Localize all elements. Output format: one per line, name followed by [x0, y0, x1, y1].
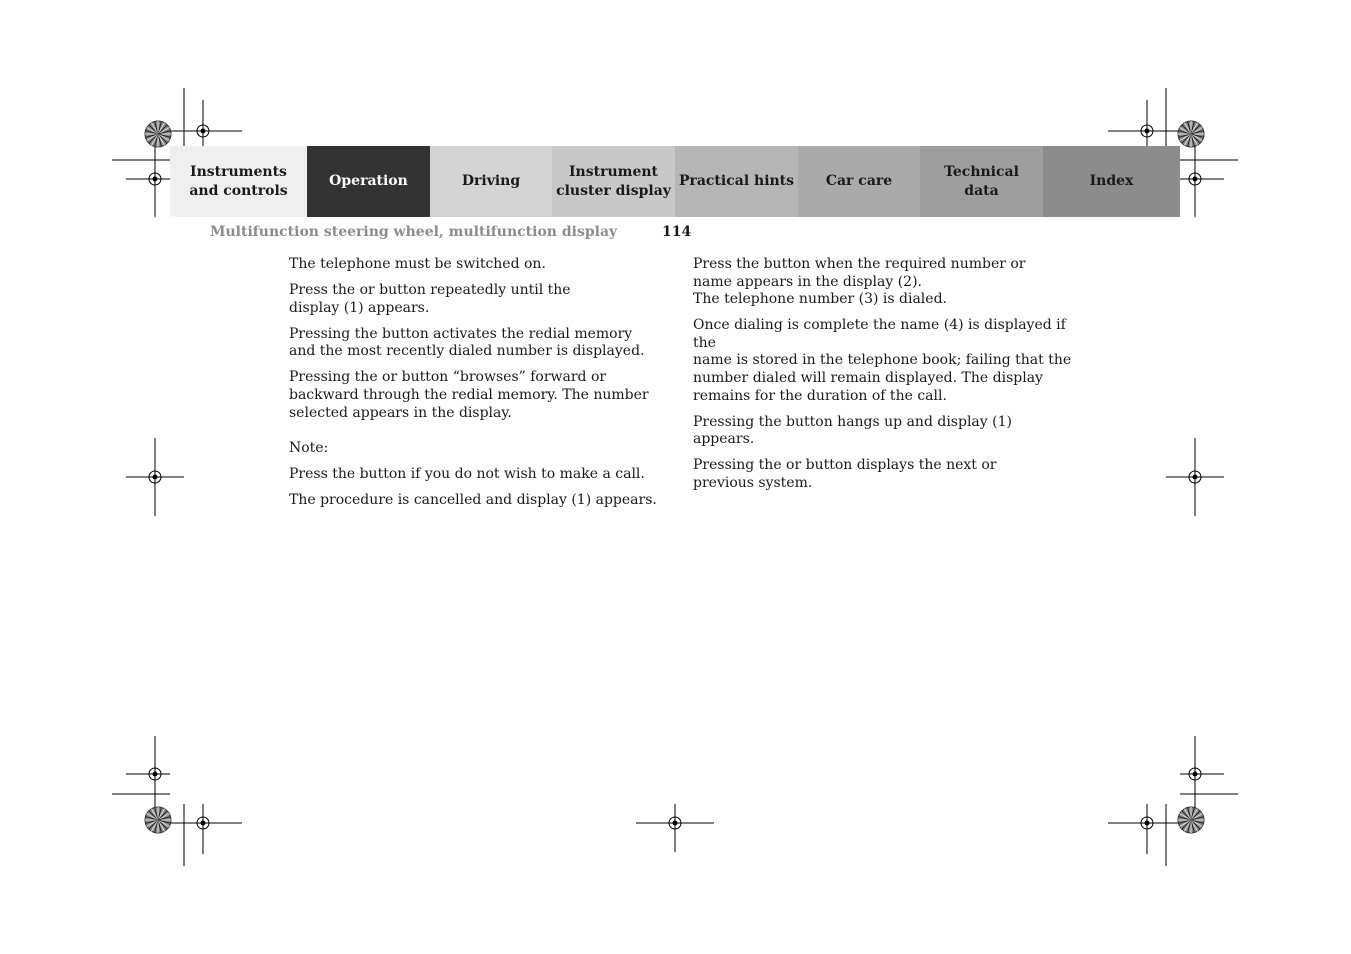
tab-instrument-cluster-display[interactable]: Instrument cluster display [552, 146, 675, 217]
tab-index[interactable]: Index [1043, 146, 1180, 217]
section-tabs [170, 146, 1180, 217]
paragraph: Once dialing is complete the name (4) is displayed if the name is stored in the telephone book; failing that the number dialed will remain displayed. The display remains for the duration of the call. [693, 317, 1072, 404]
paragraph: Press the button when the required number or name appears in the display (2). The telephone number (3) is dialed. [693, 256, 1026, 308]
paragraph: Pressing the or button “browses” forward or backward through the redial memory. The number selected appears in the display. [289, 369, 649, 421]
tab-operation[interactable]: Operation [307, 146, 430, 217]
paragraph: The procedure is cancelled and display (1) appears. [289, 492, 657, 509]
paragraph: Pressing the button hangs up and display (1) appears. [693, 413, 1012, 448]
paragraph: Pressing the button activates the redial memory and the most recently dialed number is displayed. [289, 325, 645, 360]
tab-instruments-and-controls[interactable]: Instruments and controls [170, 146, 307, 217]
note-label: Note: [289, 440, 329, 457]
left-column [289, 256, 669, 519]
page-number: 114 [662, 224, 692, 240]
tab-technical-data[interactable]: Technical data [920, 146, 1043, 217]
paragraph: Press the or button repeatedly until the display (1) appears. [289, 282, 571, 316]
right-column [693, 256, 1073, 501]
paragraph: Press the button if you do not wish to make a call. [289, 466, 645, 483]
tab-practical-hints[interactable]: Practical hints [675, 146, 798, 217]
section-title: Multifunction steering wheel, multifunction display [210, 224, 618, 240]
paragraph: Pressing the or button displays the next or previous system. [693, 457, 997, 492]
tab-driving[interactable]: Driving [430, 146, 552, 217]
tab-car-care[interactable]: Car care [798, 146, 920, 217]
paragraph: The telephone must be switched on. [289, 256, 546, 272]
